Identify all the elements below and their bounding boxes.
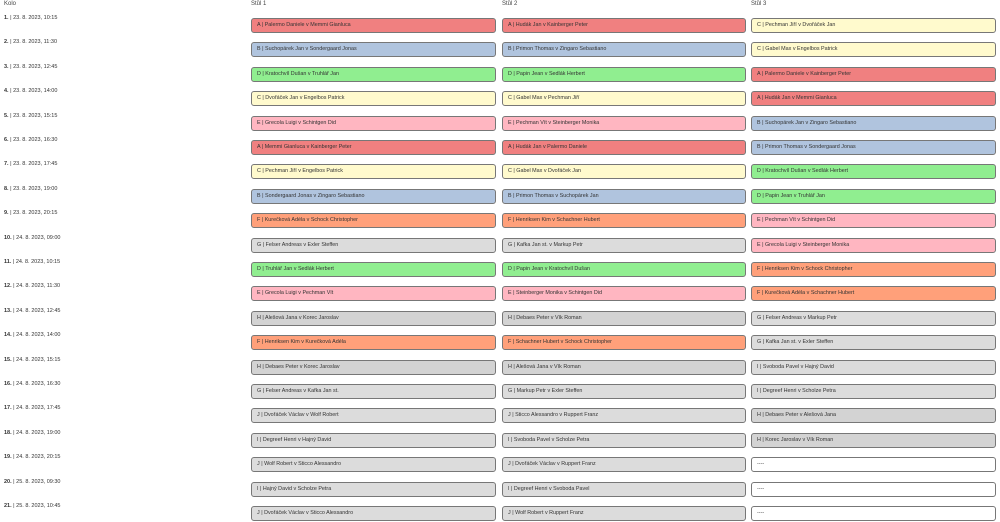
match-cell-table-1[interactable]: G | Felser Andreas v Kafka Jan st. <box>251 384 496 399</box>
round-number: 5. <box>4 112 9 119</box>
round-number: 1. <box>4 15 9 21</box>
match-cell-table-2[interactable]: I | Svoboda Pavel v Scholze Petra <box>502 433 746 448</box>
round-label <box>4 381 61 387</box>
round-datetime: | 23. 8. 2023, 11:30 <box>8 39 58 46</box>
match-cell-table-1[interactable]: A | Memmi Gianluca v Kainberger Peter <box>251 140 496 155</box>
match-cell-table-2[interactable]: I | Degreef Henri v Svoboda Pavel <box>502 482 746 497</box>
match-cell-table-1[interactable]: A | Palermo Daniele v Memmi Gianluca <box>251 18 496 33</box>
round-datetime: | 24. 8. 2023, 20:15 <box>11 454 61 461</box>
match-cell-table-1[interactable]: E | Grecola Luigi v Pechman Vít <box>251 286 496 301</box>
match-cell-table-2[interactable]: G | Markup Petr v Exler Steffen <box>502 384 746 399</box>
header-table-1: Stůl 1 <box>251 1 267 7</box>
match-cell-table-2[interactable]: J | Dvořáček Václav v Ruppert Franz <box>502 457 746 472</box>
match-cell-table-1[interactable]: J | Dvořáček Václav v Sticco Alessandro <box>251 506 496 521</box>
match-cell-table-3[interactable]: F | Henriksen Kim v Schock Christopher <box>751 262 996 277</box>
header-round: Kolo <box>4 1 17 7</box>
round-datetime: | 24. 8. 2023, 16:30 <box>11 381 61 387</box>
match-cell-table-2[interactable]: J | Wolf Robert v Ruppert Franz <box>502 506 746 521</box>
round-datetime: | 24. 8. 2023, 17:45 <box>11 405 61 412</box>
match-cell-table-1[interactable]: J | Wolf Robert v Sticco Alessandro <box>251 457 496 472</box>
match-cell-table-3[interactable]: A | Palermo Daniele v Kainberger Peter <box>751 67 996 82</box>
match-cell-table-1[interactable]: D | Truhlář Jan v Sedlák Herbert <box>251 262 496 277</box>
match-cell-table-1[interactable]: I | Degreef Henri v Hajný David <box>251 433 496 448</box>
header-table-3: Stůl 3 <box>751 1 767 7</box>
match-cell-table-1[interactable]: F | Kurečková Adéla v Schock Christopher <box>251 213 496 228</box>
match-cell-table-3[interactable]: E | Grecola Luigi v Steinberger Monika <box>751 238 996 253</box>
round-label <box>4 283 60 289</box>
match-cell-table-3[interactable]: H | Korec Jaroslav v Vík Roman <box>751 433 996 448</box>
round-datetime: | 24. 8. 2023, 10:15 <box>11 259 61 265</box>
match-cell-table-2[interactable]: H | Alešová Jana v Vík Roman <box>502 360 746 375</box>
round-label <box>4 454 61 460</box>
match-cell-table-1[interactable]: I | Hajný David v Scholze Petra <box>251 482 496 497</box>
round-datetime: | 23. 8. 2023, 19:00 <box>8 185 58 192</box>
round-number: 15. <box>4 356 12 363</box>
match-cell-table-2[interactable]: C | Gabel Max v Dvořáček Jan <box>502 164 746 179</box>
match-cell-table-2[interactable]: B | Primon Thomas v Zingaro Sebastiano <box>502 42 746 57</box>
round-number: 21. <box>4 503 12 509</box>
round-label <box>4 113 57 119</box>
match-cell-table-1[interactable]: D | Kratochvíl Dušan v Truhlář Jan <box>251 67 496 82</box>
round-label <box>4 161 57 167</box>
match-cell-table-2[interactable]: A | Hudák Jan v Palermo Daniele <box>502 140 746 155</box>
round-number: 11. <box>4 259 12 265</box>
round-number: 7. <box>4 161 9 168</box>
round-label <box>4 357 61 363</box>
match-cell-table-3[interactable]: E | Pechman Vít v Schintgen Did <box>751 213 996 228</box>
round-number: 2. <box>4 39 9 46</box>
match-cell-table-2[interactable]: J | Sticco Alessandro v Ruppert Franz <box>502 408 746 423</box>
match-cell-table-2[interactable]: D | Papin Jean v Sedlák Herbert <box>502 67 746 82</box>
round-datetime: | 24. 8. 2023, 14:00 <box>11 332 61 339</box>
round-datetime: | 24. 8. 2023, 09:00 <box>11 234 61 241</box>
match-cell-table-2[interactable]: D | Papin Jean v Kratochvíl Dušan <box>502 262 746 277</box>
match-cell-table-3[interactable]: ---- <box>751 482 996 497</box>
match-cell-table-3[interactable]: H | Debaes Peter v Alešová Jana <box>751 408 996 423</box>
match-cell-table-3[interactable]: ---- <box>751 506 996 521</box>
round-number: 3. <box>4 63 9 70</box>
round-label <box>4 186 57 192</box>
round-datetime: | 23. 8. 2023, 20:15 <box>8 210 58 217</box>
match-cell-table-1[interactable]: C | Pechman Jiří v Engelbos Patrick <box>251 164 496 179</box>
round-number: 14. <box>4 332 12 339</box>
match-cell-table-3[interactable]: A | Hudák Jan v Memmi Gianluca <box>751 91 996 106</box>
match-cell-table-2[interactable]: H | Debaes Peter v Vík Roman <box>502 311 746 326</box>
round-label <box>4 479 61 485</box>
round-number: 17. <box>4 405 12 412</box>
match-cell-table-3[interactable]: C | Pechman Jiří v Dvořáček Jan <box>751 18 996 33</box>
round-number: 19. <box>4 454 12 461</box>
match-cell-table-3[interactable]: F | Kurečková Adéla v Schachner Hubert <box>751 286 996 301</box>
match-cell-table-2[interactable]: E | Pechman Vít v Steinberger Monika <box>502 116 746 131</box>
round-datetime: | 23. 8. 2023, 16:30 <box>8 137 58 143</box>
match-cell-table-3[interactable]: C | Gabel Max v Engelbos Patrick <box>751 42 996 57</box>
round-label <box>4 235 61 241</box>
round-number: 10. <box>4 234 12 241</box>
match-cell-table-2[interactable]: B | Primon Thomas v Suchopárek Jan <box>502 189 746 204</box>
round-datetime: | 25. 8. 2023, 09:30 <box>11 478 61 485</box>
match-cell-table-3[interactable]: B | Suchopárek Jan v Zingaro Sebastiano <box>751 116 996 131</box>
match-cell-table-1[interactable]: J | Dvořáček Václav v Wolf Robert <box>251 408 496 423</box>
match-cell-table-3[interactable]: ---- <box>751 457 996 472</box>
match-cell-table-3[interactable]: B | Primon Thomas v Sondergaard Jonas <box>751 140 996 155</box>
match-cell-table-3[interactable]: G | Felser Andreas v Markup Petr <box>751 311 996 326</box>
match-cell-table-3[interactable]: I | Degreef Henri v Scholze Petra <box>751 384 996 399</box>
round-datetime: | 23. 8. 2023, 10:15 <box>8 15 58 21</box>
match-cell-table-3[interactable]: I | Svoboda Pavel v Hajný David <box>751 360 996 375</box>
round-number: 20. <box>4 478 12 485</box>
round-label <box>4 137 57 143</box>
round-number: 16. <box>4 381 12 387</box>
round-label <box>4 15 57 21</box>
round-datetime: | 24. 8. 2023, 19:00 <box>11 429 61 436</box>
round-datetime: | 25. 8. 2023, 10:45 <box>11 503 61 509</box>
round-datetime: | 23. 8. 2023, 15:15 <box>8 112 58 119</box>
match-cell-table-1[interactable]: B | Suchopárek Jan v Sondergaard Jonas <box>251 42 496 57</box>
match-cell-table-1[interactable]: E | Grecola Luigi v Schintgen Did <box>251 116 496 131</box>
round-datetime: | 24. 8. 2023, 11:30 <box>11 283 61 290</box>
match-cell-table-1[interactable]: G | Felser Andreas v Exler Steffen <box>251 238 496 253</box>
round-number: 18. <box>4 429 12 436</box>
match-cell-table-2[interactable]: C | Gabel Max v Pechman Jiří <box>502 91 746 106</box>
match-cell-table-1[interactable]: H | Debaes Peter v Korec Jaroslav <box>251 360 496 375</box>
match-cell-table-3[interactable]: D | Kratochvíl Dušan v Sedlák Herbert <box>751 164 996 179</box>
match-cell-table-1[interactable]: H | Alešová Jana v Korec Jaroslav <box>251 311 496 326</box>
round-number: 13. <box>4 307 12 314</box>
header-table-2: Stůl 2 <box>502 1 518 7</box>
match-cell-table-2[interactable]: F | Schachner Hubert v Schock Christopher <box>502 335 746 350</box>
round-datetime: | 23. 8. 2023, 12:45 <box>8 63 58 70</box>
match-cell-table-2[interactable]: F | Henriksen Kim v Schachner Hubert <box>502 213 746 228</box>
round-number: 8. <box>4 185 9 192</box>
round-number: 9. <box>4 210 9 217</box>
round-datetime: | 24. 8. 2023, 12:45 <box>11 307 61 314</box>
round-label <box>4 39 57 45</box>
match-cell-table-3[interactable]: D | Papin Jean v Truhlář Jan <box>751 189 996 204</box>
round-datetime: | 23. 8. 2023, 14:00 <box>8 88 58 95</box>
round-number: 4. <box>4 88 9 95</box>
round-label <box>4 210 57 216</box>
round-label <box>4 405 61 411</box>
round-label <box>4 430 61 436</box>
match-cell-table-1[interactable]: C | Dvořáček Jan v Engelbos Patrick <box>251 91 496 106</box>
round-number: 12. <box>4 283 12 290</box>
round-label <box>4 332 61 338</box>
match-cell-table-1[interactable]: B | Sondergaard Jonas v Zingaro Sebastiano <box>251 189 496 204</box>
match-cell-table-1[interactable]: F | Henriksen Kim v Kurečková Adéla <box>251 335 496 350</box>
round-label <box>4 308 61 314</box>
round-label <box>4 64 57 70</box>
match-cell-table-2[interactable]: G | Kafka Jan st. v Markup Petr <box>502 238 746 253</box>
match-cell-table-2[interactable]: E | Steinberger Monika v Schintgen Did <box>502 286 746 301</box>
round-label <box>4 259 60 265</box>
round-label <box>4 503 61 509</box>
match-cell-table-2[interactable]: A | Hudák Jan v Kainberger Peter <box>502 18 746 33</box>
round-label <box>4 88 57 94</box>
round-datetime: | 24. 8. 2023, 15:15 <box>11 356 61 363</box>
round-datetime: | 23. 8. 2023, 17:45 <box>8 161 58 168</box>
round-number: 6. <box>4 137 9 143</box>
match-cell-table-3[interactable]: G | Kafka Jan st. v Exler Steffen <box>751 335 996 350</box>
